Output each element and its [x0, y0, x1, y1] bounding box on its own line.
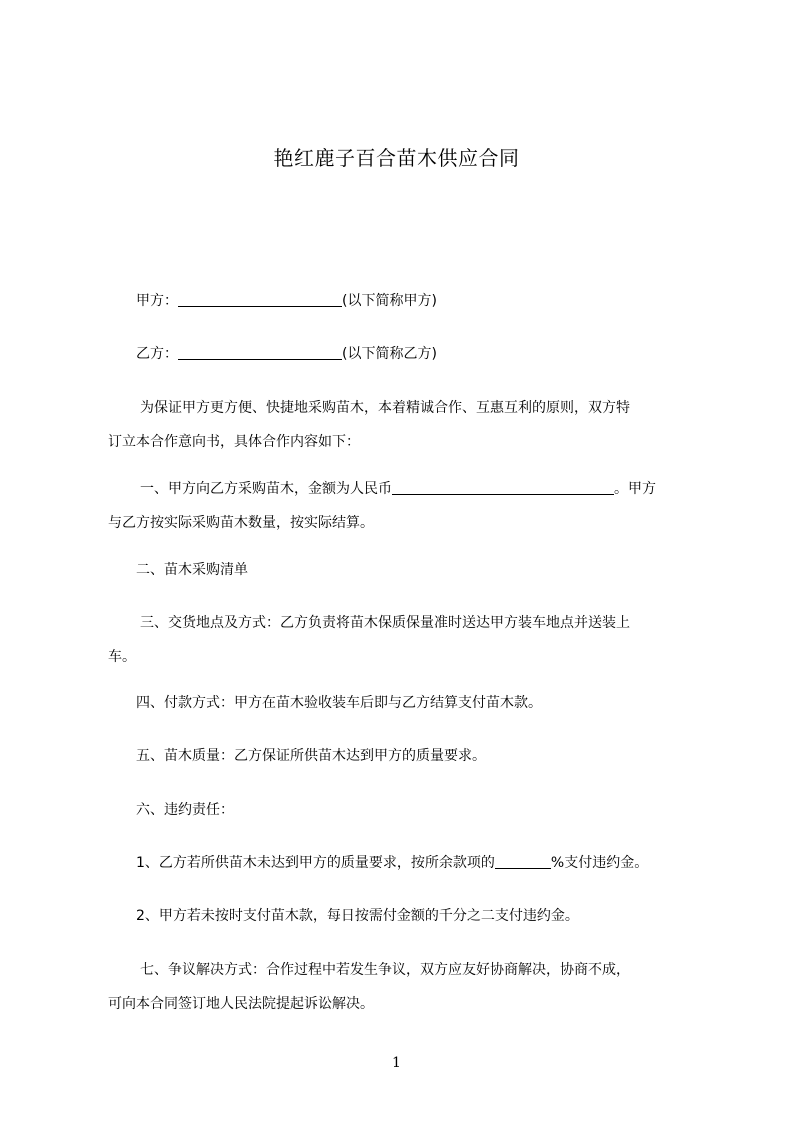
party-b-line	[108, 337, 704, 371]
party-b-blank[interactable]	[178, 345, 342, 360]
clause-4	[108, 686, 704, 720]
party-a-line	[108, 284, 704, 318]
clause-5	[108, 739, 704, 773]
clause-6-1-suffix: %支付违约金。	[550, 855, 649, 871]
clause-1-line-2: 与乙方按实际采购苗木数量，按实际结算。	[108, 515, 374, 531]
clause-2-text: 二、苗木采购清单	[136, 562, 248, 578]
clause-6-1-prefix: 1、乙方若所供苗木未达到甲方的质量要求，按所余款项的	[136, 855, 495, 871]
clause-3-line-2: 车。	[108, 649, 136, 665]
clause-7	[108, 953, 704, 1021]
party-a-label: 甲方：	[136, 293, 178, 309]
party-b-suffix: (以下简称乙方)	[342, 346, 437, 362]
clause-7-line-1: 七、争议解决方式：合作过程中若发生争议，双方应友好协商解决，协商不成，	[140, 962, 630, 978]
party-b-label: 乙方：	[136, 346, 178, 362]
intro-paragraph	[108, 391, 704, 459]
party-a-blank[interactable]	[178, 292, 342, 307]
clause-1-prefix: 一、甲方向乙方采购苗木，金额为人民币	[140, 481, 392, 497]
clause-6	[108, 793, 704, 827]
document-title: 艳红鹿子百合苗木供应合同	[273, 146, 520, 170]
clause-7-line-2: 可向本合同签订地人民法院提起诉讼解决。	[108, 996, 374, 1012]
intro-line-2: 订立本合作意向书，具体合作内容如下：	[108, 434, 360, 450]
penalty-percent-blank[interactable]	[495, 854, 551, 869]
clause-6-2-text: 2、甲方若未按时支付苗木款，每日按需付金额的千分之二支付违约金。	[136, 908, 579, 924]
amount-blank[interactable]	[392, 480, 614, 495]
clause-1-suffix: 。甲方	[614, 481, 656, 497]
clause-1	[108, 472, 704, 540]
clause-4-text: 四、付款方式：甲方在苗木验收装车后即与乙方结算支付苗木款。	[136, 695, 542, 711]
page-number: 1	[392, 1055, 401, 1071]
clause-2	[108, 553, 704, 587]
clause-6-1	[108, 846, 704, 880]
clause-5-text: 五、苗木质量：乙方保证所供苗木达到甲方的质量要求。	[136, 748, 486, 764]
party-a-suffix: (以下简称甲方)	[342, 293, 437, 309]
clause-3	[108, 606, 704, 674]
clause-3-line-1: 三、交货地点及方式：乙方负责将苗木保质保量准时送达甲方装车地点并送装上	[140, 615, 630, 631]
clause-6-text: 六、违约责任：	[136, 802, 234, 818]
intro-line-1: 为保证甲方更方便、快捷地采购苗木，本着精诚合作、互惠互利的原则，双方特	[140, 400, 630, 416]
clause-6-2	[108, 899, 704, 933]
